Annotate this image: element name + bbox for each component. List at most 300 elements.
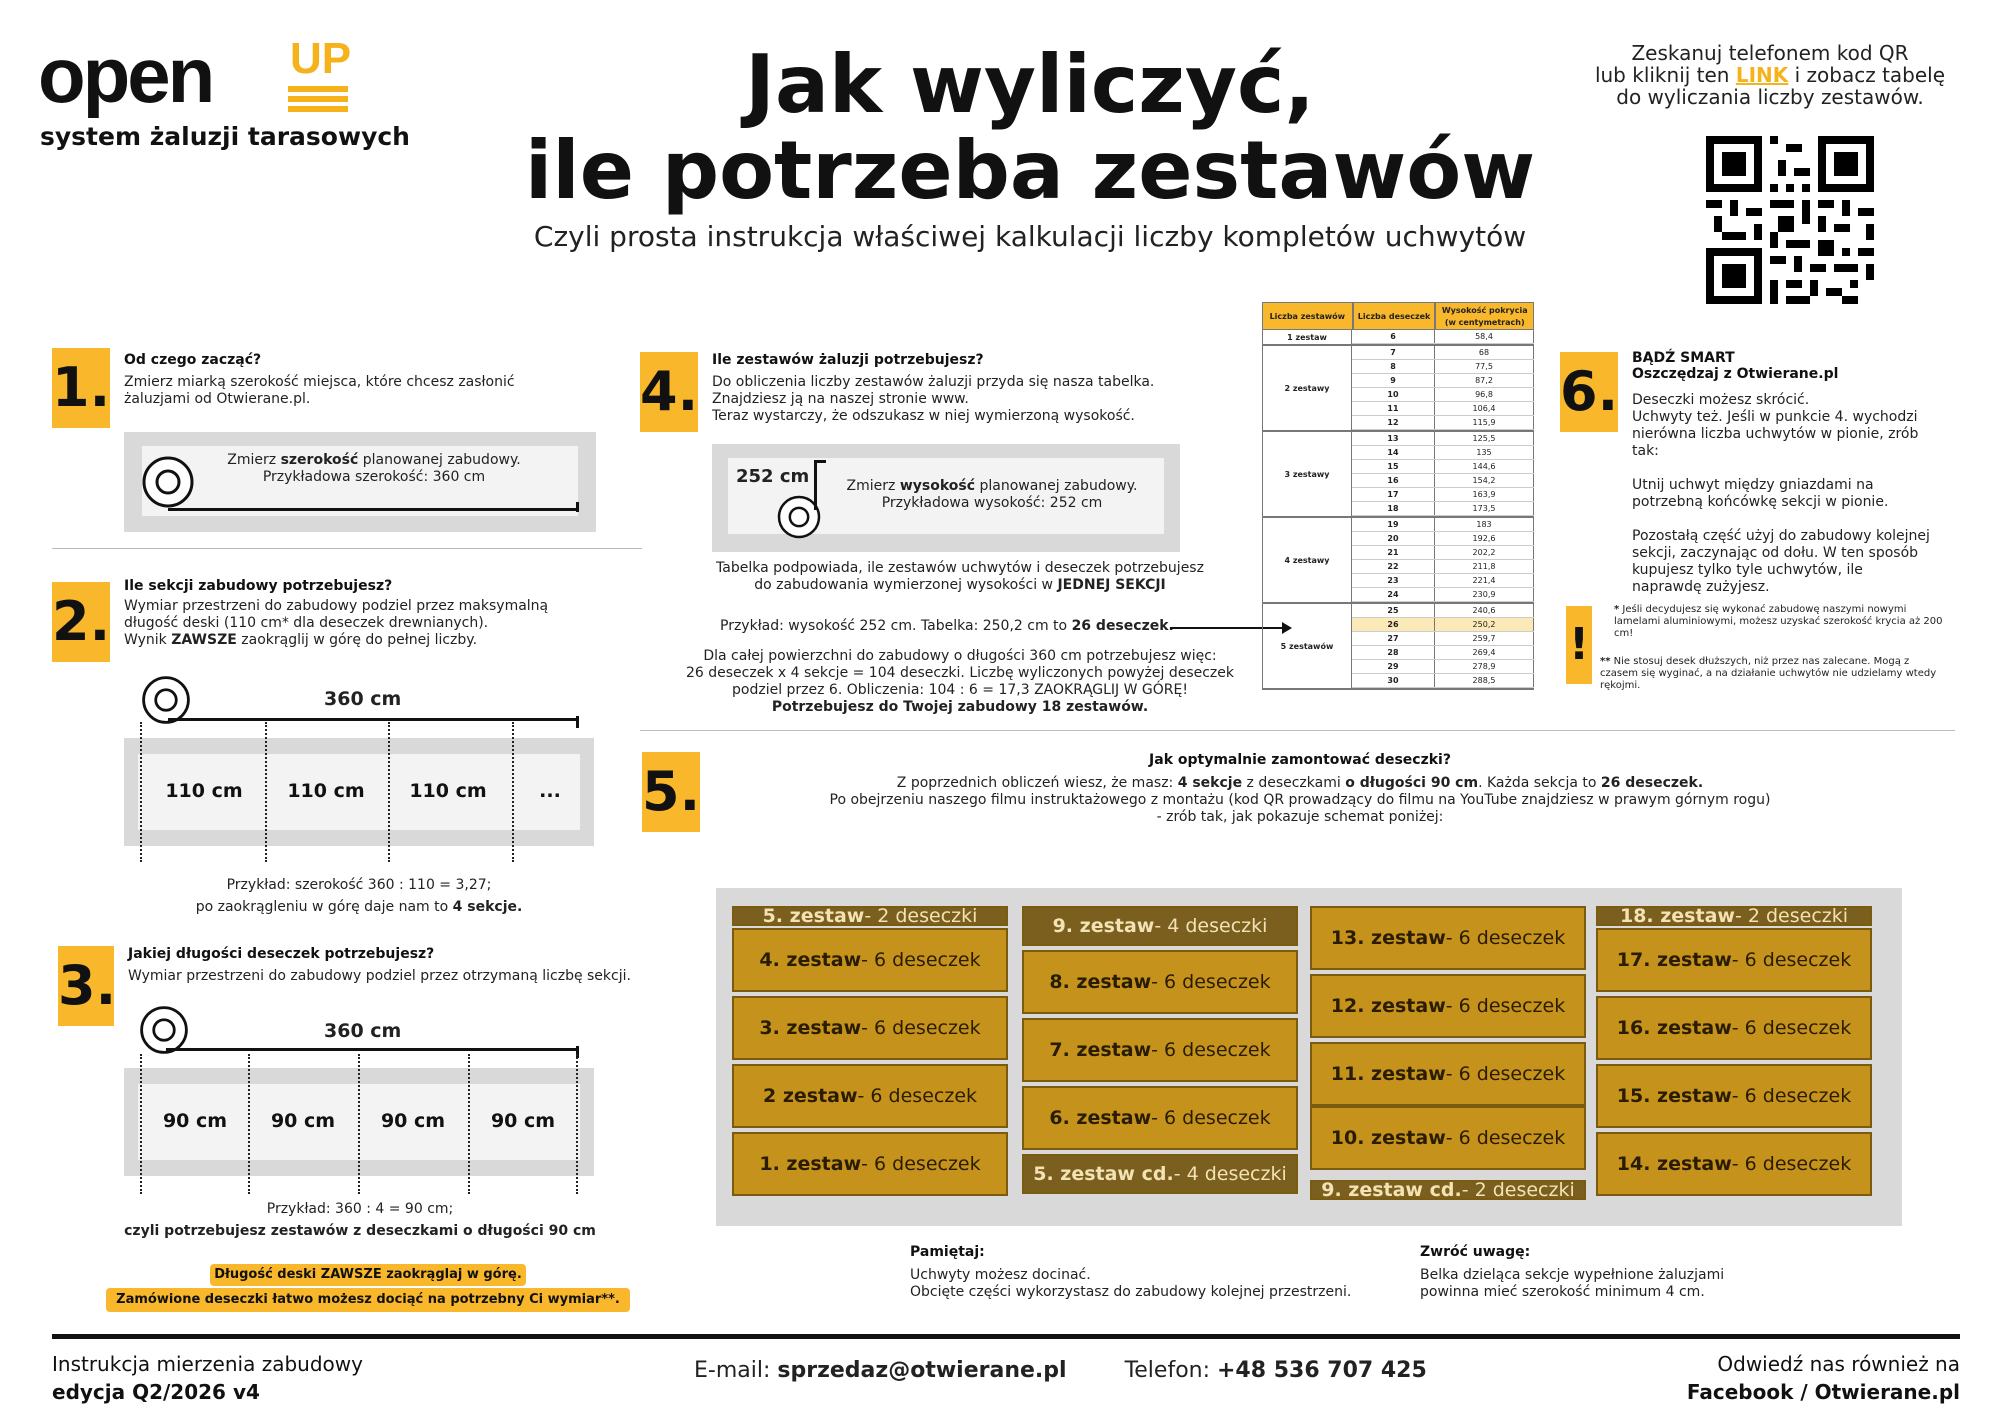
table-row <box>1352 532 1534 546</box>
height-box-bold: wysokość <box>899 478 976 494</box>
step-6-paragraph: Deseczki możesz skrócić. <box>1632 392 1810 408</box>
plank-set-label: 13. zestaw <box>1330 927 1446 949</box>
plank-set-label: 14. zestaw <box>1616 1153 1732 1175</box>
attention-line-1: Belka dzieląca sekcje wypełnione żaluzjami <box>1420 1267 1725 1283</box>
table-cell: 163,9 <box>1435 488 1534 501</box>
height-box-pre: Zmierz <box>846 478 900 494</box>
divider <box>640 730 1955 731</box>
attention-note <box>1420 1244 1840 1301</box>
plank-set-count: - 2 deseczki <box>864 905 978 927</box>
table-group-label: 3 zestawy <box>1262 432 1352 516</box>
table-cell: 183 <box>1435 518 1534 531</box>
table-cell: 16 <box>1352 474 1435 487</box>
table-row <box>1352 660 1534 674</box>
table-cell: 288,5 <box>1435 674 1534 687</box>
email-label: E-mail: <box>694 1358 778 1383</box>
table-header-cell: Liczba deseczek <box>1353 302 1436 330</box>
email-link[interactable]: sprzedaz@otwierane.pl <box>777 1358 1067 1383</box>
table-cell: 125,5 <box>1435 432 1534 445</box>
table-cell: 6 <box>1352 330 1435 343</box>
plank-set-label: 12. zestaw <box>1330 995 1446 1017</box>
step-2-number: 2. <box>52 582 110 662</box>
table-row <box>1352 346 1534 360</box>
step-4-example-bold: 26 deseczek. <box>1071 618 1174 634</box>
step-2-line-3-post: zaokrąglij w górę do pełnej liczby. <box>236 632 478 648</box>
table-cell: 154,2 <box>1435 474 1534 487</box>
segment-label: 90 cm <box>270 1110 336 1132</box>
plank-set <box>732 996 1008 1060</box>
plank-set-count: - 4 deseczki <box>1154 915 1268 937</box>
step-4-line-1: Do obliczenia liczby zestawów żaluzji przyda się nasza tabelka. <box>712 374 1155 390</box>
step-4-line-2: Znajdziesz ją na naszej stronie www. <box>712 391 969 407</box>
remember-title: Pamiętaj: <box>910 1244 985 1260</box>
step-5-title: Jak optymalnie zamontować deseczki? <box>1149 752 1451 768</box>
step-4-hint-2-bold: JEDNEJ SEKCJI <box>1057 577 1166 593</box>
plank-set <box>1022 1154 1298 1194</box>
plank-set-count: - 6 deseczek <box>1151 1107 1271 1129</box>
section-divider <box>265 722 267 862</box>
table-cell: 269,4 <box>1435 646 1534 659</box>
table-group-label: 2 zestawy <box>1262 346 1352 430</box>
remember-line-1: Uchwyty możesz docinać. <box>910 1267 1091 1283</box>
plank-set <box>732 928 1008 992</box>
table-group <box>1262 330 1534 346</box>
plank-set-label: 8. zestaw <box>1049 971 1152 993</box>
table-cell: 20 <box>1352 532 1435 545</box>
footnote-2 <box>1600 656 1946 692</box>
table-cell: 17 <box>1352 488 1435 501</box>
table-cell: 115,9 <box>1435 416 1534 429</box>
plank-set <box>1310 974 1586 1038</box>
table-row <box>1352 446 1534 460</box>
table-cell: 29 <box>1352 660 1435 673</box>
table-cell: 24 <box>1352 588 1435 601</box>
sets-table <box>1262 302 1534 690</box>
tape-line <box>168 508 578 511</box>
table-cell: 173,5 <box>1435 502 1534 515</box>
table-cell: 106,4 <box>1435 402 1534 415</box>
table-row <box>1352 502 1534 516</box>
plank-set-label: 11. zestaw <box>1330 1063 1446 1085</box>
plank-set <box>1022 950 1298 1014</box>
plank-set-label: 18. zestaw <box>1619 905 1735 927</box>
table-cell: 7 <box>1352 346 1435 359</box>
table-cell: 28 <box>1352 646 1435 659</box>
plank-set <box>1310 1106 1586 1170</box>
section-divider <box>512 722 514 862</box>
plank-set <box>1596 906 1872 926</box>
plank-set-count: - 6 deseczek <box>857 1085 978 1107</box>
plank-set-label: 10. zestaw <box>1330 1127 1446 1149</box>
table-group-label: 4 zestawy <box>1262 518 1352 602</box>
table-group <box>1262 432 1534 518</box>
table-row <box>1352 388 1534 402</box>
plank-set <box>1596 928 1872 992</box>
table-cell: 15 <box>1352 460 1435 473</box>
warning-badge: Zamówione deseczki łatwo możesz dociąć na potrzebny Ci wymiar**. <box>106 1288 630 1312</box>
step-6-title <box>1632 350 1838 382</box>
plank-set-count: - 2 deseczki <box>1734 905 1849 927</box>
table-row <box>1352 560 1534 574</box>
section-divider <box>468 1054 470 1194</box>
footer-edition: edycja Q2/2026 v4 <box>52 1380 260 1404</box>
plank-set-label: 16. zestaw <box>1616 1017 1732 1039</box>
step-4-number: 4. <box>640 352 698 432</box>
plank-set <box>1310 906 1586 970</box>
table-cell: 10 <box>1352 388 1435 401</box>
width-box-example: Przykładowa szerokość: 360 cm <box>262 469 486 485</box>
table-row <box>1352 402 1534 416</box>
table-group <box>1262 518 1534 604</box>
table-cell: 96,8 <box>1435 388 1534 401</box>
width-box-frame <box>124 432 596 532</box>
step-2-line-3 <box>124 632 584 649</box>
step-4-hint-2 <box>660 577 1260 594</box>
plank-set-count: - 2 deseczki <box>1461 1179 1575 1201</box>
table-row <box>1352 432 1534 446</box>
step-6-paragraph: Pozostałą część użyj do zabudowy kolejnej sekcji, zaczynając od dołu. W ten sposób kupujesz tylko tyle uchwytów, ile naprawdę zużyjesz. <box>1632 528 1930 595</box>
table-cell: 27 <box>1352 632 1435 645</box>
table-row <box>1352 546 1534 560</box>
plank-set-count: - 6 deseczek <box>1731 1153 1852 1175</box>
step-5-line-1-d: o długości 90 cm <box>1345 775 1479 791</box>
footer-left <box>52 1350 363 1406</box>
step-6-title-2: Oszczędzaj z Otwierane.pl <box>1632 366 1839 382</box>
phone-link[interactable]: +48 536 707 425 <box>1217 1358 1427 1383</box>
plank-set-count: - 6 deseczek <box>1731 949 1852 971</box>
step-3-example-2: czyli potrzebujesz zestawów z deseczkami o długości 90 cm <box>124 1223 596 1239</box>
plank-set-count: - 6 deseczek <box>861 1017 981 1039</box>
table-row <box>1352 360 1534 374</box>
plank-set-count: - 6 deseczek <box>1445 1127 1566 1149</box>
step-4-calc-4: Potrzebujesz do Twojej zabudowy 18 zestawów. <box>771 699 1149 715</box>
step-4-hint <box>660 560 1260 594</box>
section-divider <box>576 1054 578 1194</box>
plank-set-label: 17. zestaw <box>1616 949 1732 971</box>
plank-set <box>1310 1042 1586 1106</box>
footnote-1-text: Jeśli decydujesz się wykonać zabudowę naszymi nowymi lamelami aluminiowymi, możesz uzyskać szerokość krycia aż 200 cm! <box>1614 604 1943 639</box>
qr-link[interactable]: LINK <box>1735 63 1789 87</box>
table-cell: 230,9 <box>1435 588 1534 601</box>
step-5-line-1-e: . Każda sekcja to <box>1478 775 1601 791</box>
table-cell: 8 <box>1352 360 1435 373</box>
plank-set <box>1022 906 1298 946</box>
width-box-bold: szerokość <box>280 452 359 468</box>
plank-set <box>1596 1064 1872 1128</box>
section-divider <box>358 1054 360 1194</box>
footnote-2-text: Nie stosuj desek dłuższych, niż przez nas zalecane. Mogą z czasem się wyginać, a na działanie uchwytów nie udzielamy wtedy rękojmi. <box>1600 656 1937 691</box>
step-2-text <box>124 598 584 649</box>
height-box-frame <box>712 444 1180 552</box>
section-divider <box>140 1054 142 1194</box>
step-2-line-3-pre: Wynik <box>124 632 172 648</box>
table-group-label: 1 zestaw <box>1262 330 1352 344</box>
plank-set-count: - 6 deseczek <box>1445 995 1566 1017</box>
plank-set-label: 2 zestaw <box>762 1085 858 1107</box>
remember-line-2: Obcięte części wykorzystasz do zabudowy kolejnej przestrzeni. <box>910 1284 1352 1300</box>
plank-set-label: 4. zestaw <box>759 949 862 971</box>
step-6-paragraph: Utnij uchwyt między gniazdami na potrzebną końcówkę sekcji w pionie. <box>1632 477 1889 510</box>
plank-set-label: 5. zestaw cd. <box>1033 1163 1174 1185</box>
phone-label: Telefon: <box>1124 1358 1217 1383</box>
step-5-line-1-b: 4 sekcje <box>1177 775 1243 791</box>
plank-set-count: - 6 deseczek <box>861 949 981 971</box>
segment-label: 90 cm <box>490 1110 556 1132</box>
facebook-link[interactable]: Facebook / Otwierane.pl <box>1686 1380 1960 1404</box>
step-4-hint-2-pre: do zabudowania wymierzonej wysokości w <box>754 577 1058 593</box>
table-group-label: 5 zestawów <box>1262 604 1352 688</box>
tape-end <box>576 502 579 512</box>
table-cell: 240,6 <box>1435 604 1534 617</box>
step-3-example <box>100 1198 620 1242</box>
step-2-example-2-bold: 4 sekcje. <box>452 899 523 915</box>
table-cell: 23 <box>1352 574 1435 587</box>
segment-label: 110 cm <box>165 780 243 802</box>
table-cell: 58,4 <box>1435 330 1534 343</box>
plank-set-label: 7. zestaw <box>1049 1039 1152 1061</box>
step-4-calc-1: Dla całej powierzchni do zabudowy o długości 360 cm potrzebujesz więc: <box>703 648 1217 664</box>
table-cell: 259,7 <box>1435 632 1534 645</box>
step-6-paragraph: Uchwyty też. Jeśli w punkcie 4. wychodzi nierówna liczba uchwytów w pionie, zrób tak: <box>1632 409 1919 459</box>
logo-open-text: open <box>38 31 213 119</box>
warning-badge: Długość deski ZAWSZE zaokrąglaj w górę. <box>210 1264 526 1286</box>
title-line-2: ile potrzeba zestawów <box>524 124 1536 217</box>
step-4-hint-1: Tabelka podpowiada, ile zestawów uchwytów i deseczek potrzebujesz <box>716 560 1204 576</box>
height-label: 252 cm <box>736 466 810 487</box>
segment-label: 110 cm <box>409 780 487 802</box>
tape-end <box>576 716 579 728</box>
plank-set <box>732 1132 1008 1196</box>
plank-set-label: 6. zestaw <box>1049 1107 1152 1129</box>
table-row <box>1352 330 1534 344</box>
width-box-text <box>184 452 564 486</box>
footer-right <box>1560 1350 1960 1406</box>
plank-set <box>732 1064 1008 1128</box>
logo-bar <box>288 106 348 112</box>
logo-bar <box>288 96 348 102</box>
table-cell: 211,8 <box>1435 560 1534 573</box>
plank-set-label: 9. zestaw cd. <box>1321 1179 1462 1201</box>
plank-set-count: - 6 deseczek <box>1731 1017 1852 1039</box>
table-cell: 13 <box>1352 432 1435 445</box>
qr-line-2 <box>1580 64 1960 86</box>
tape-line <box>166 1048 578 1051</box>
step-3-number: 3. <box>58 946 114 1026</box>
table-row <box>1352 374 1534 388</box>
table-row <box>1352 574 1534 588</box>
table-cell: 9 <box>1352 374 1435 387</box>
step-4-calculation <box>660 648 1260 716</box>
table-header-cell: Wysokość pokrycia (w centymetrach) <box>1435 302 1534 330</box>
plank-set-count: - 6 deseczek <box>1445 1063 1566 1085</box>
table-row <box>1352 646 1534 660</box>
table-header-cell: Liczba zestawów <box>1262 302 1353 330</box>
table-body <box>1262 330 1534 690</box>
width-box-pre: Zmierz <box>227 452 281 468</box>
step-5-line-2: Po obejrzeniu naszego filmu instruktażowego z montażu (kod QR prowadzący do filmu na YouTube znajdziesz w prawym górnym rogu) <box>829 792 1771 808</box>
qr-instructions <box>1580 42 1960 108</box>
logo-subtitle: system żaluzji tarasowych <box>40 122 410 151</box>
table-row <box>1352 460 1534 474</box>
tape-line <box>168 718 578 721</box>
step-2-example-1: Przykład: szerokość 360 : 110 = 3,27; <box>226 877 492 893</box>
table-cell: 26 <box>1352 618 1435 631</box>
step-2-line-3-bold: ZAWSZE <box>171 632 237 648</box>
table-cell: 68 <box>1435 346 1534 359</box>
step-6-text <box>1632 392 1932 596</box>
table-cell: 278,9 <box>1435 660 1534 673</box>
table-group <box>1262 346 1534 432</box>
logo <box>38 30 410 151</box>
step-5-line-3: - zrób tak, jak pokazuje schemat poniżej: <box>1156 809 1444 825</box>
page-title <box>500 38 1560 217</box>
plank-set-label: 5. zestaw <box>762 905 865 927</box>
footnote-mark: ** <box>1600 656 1611 667</box>
height-box-post: planowanej zabudowy. <box>975 478 1138 494</box>
plank-set-count: - 4 deseczki <box>1173 1163 1287 1185</box>
section-divider <box>248 1054 250 1194</box>
step-1-title: Od czego zacząć? <box>124 352 262 368</box>
table-cell: 25 <box>1352 604 1435 617</box>
step-2-line-2: długość deski (110 cm* dla deseczek drewnianych). <box>124 615 489 631</box>
table-row <box>1352 618 1534 632</box>
step-6-title-1: BĄDŹ SMART <box>1632 350 1735 366</box>
plank-set <box>1596 1132 1872 1196</box>
step-3-title: Jakiej długości deseczek potrzebujesz? <box>128 946 435 962</box>
tape-line <box>814 460 817 510</box>
plank-set-count: - 6 deseczek <box>861 1153 981 1175</box>
title-line-1: Jak wyliczyć, <box>745 38 1315 131</box>
footer-title: Instrukcja mierzenia zabudowy <box>52 1352 363 1376</box>
table-cell: 12 <box>1352 416 1435 429</box>
table-group <box>1262 604 1534 690</box>
table-cell: 250,2 <box>1435 618 1534 631</box>
page-subtitle: Czyli prosta instrukcja właściwej kalkulacji liczby kompletów uchwytów <box>533 220 1527 253</box>
segment-label: 90 cm <box>380 1110 446 1132</box>
plank-set-label: 9. zestaw <box>1052 915 1155 937</box>
step-4-calc-2: 26 deseczek x 4 sekcje = 104 deseczki. Liczbę wyliczonych powyżej deseczek <box>685 665 1234 681</box>
table-cell: 135 <box>1435 446 1534 459</box>
qr-line-2-pre: lub kliknij ten <box>1594 63 1736 87</box>
segment-label: ... <box>539 780 561 802</box>
segment-label: 90 cm <box>162 1110 228 1132</box>
step-4-example-pre: Przykład: wysokość 252 cm. Tabelka: 250,2 cm to <box>720 618 1072 634</box>
exclamation-icon: ! <box>1566 606 1592 684</box>
table-row <box>1352 474 1534 488</box>
qr-line-3: do wyliczania liczby zestawów. <box>1616 85 1924 109</box>
step-5-header <box>720 752 1880 826</box>
tape-end <box>814 460 826 463</box>
plank-set-count: - 6 deseczek <box>1151 971 1271 993</box>
step-5-line-1 <box>720 775 1880 792</box>
step-2-example <box>124 874 594 918</box>
footer-social-text: Odwiedź nas również na <box>1717 1352 1960 1376</box>
step-5-number: 5. <box>642 752 700 832</box>
step-2-example-2 <box>124 896 594 918</box>
step-5-line-1-a: Z poprzednich obliczeń wiesz, że masz: <box>896 775 1178 791</box>
plank-set-count: - 6 deseczek <box>1731 1085 1852 1107</box>
footnote-mark: * <box>1614 604 1620 615</box>
table-cell: 18 <box>1352 502 1435 515</box>
divider <box>52 548 642 549</box>
step-4-calc-3: podziel przez 6. Obliczenia: 104 : 6 = 17,3 ZAOKRĄGLIJ W GÓRĘ! <box>732 682 1188 698</box>
qr-line-2-post: i zobacz tabelę <box>1788 63 1946 87</box>
logo-bar <box>288 86 348 92</box>
step-4-example <box>720 618 1180 635</box>
table-row <box>1352 588 1534 602</box>
step-2-line-1: Wymiar przestrzeni do zabudowy podziel przez maksymalną <box>124 598 549 614</box>
table-cell: 144,6 <box>1435 460 1534 473</box>
table-cell: 19 <box>1352 518 1435 531</box>
logo-up-text: UP <box>290 34 352 83</box>
table-cell: 22 <box>1352 560 1435 573</box>
step-1-text: Zmierz miarką szerokość miejsca, które chcesz zasłonić żaluzjami od Otwierane.pl. <box>124 374 515 407</box>
plank-set-label: 15. zestaw <box>1616 1085 1732 1107</box>
step-2-title: Ile sekcji zabudowy potrzebujesz? <box>124 578 393 594</box>
attention-line-2: powinna mieć szerokość minimum 4 cm. <box>1420 1284 1705 1300</box>
plank-set <box>732 906 1008 926</box>
table-row <box>1352 416 1534 430</box>
table-cell: 221,4 <box>1435 574 1534 587</box>
remember-note <box>910 1244 1380 1301</box>
step-5-line-1-f: 26 deseczek. <box>1600 775 1704 791</box>
width-box-post: planowanej zabudowy. <box>358 452 521 468</box>
table-cell: 87,2 <box>1435 374 1534 387</box>
table-row <box>1352 632 1534 646</box>
section-divider <box>388 722 390 862</box>
step-4-line-3: Teraz wystarczy, że odszukasz w niej wymierzoną wysokość. <box>712 408 1135 424</box>
plank-set-count: - 6 deseczek <box>1151 1039 1271 1061</box>
segment-label: 110 cm <box>287 780 365 802</box>
table-cell: 21 <box>1352 546 1435 559</box>
footer-contact <box>694 1358 1427 1383</box>
plank-set <box>1596 996 1872 1060</box>
height-box-example: Przykładowa wysokość: 252 cm <box>881 495 1103 511</box>
plank-set-label: 1. zestaw <box>759 1153 862 1175</box>
table-row <box>1352 674 1534 688</box>
qr-code-icon[interactable] <box>1706 136 1874 304</box>
step-4-title: Ile zestawów żaluzji potrzebujesz? <box>712 352 984 368</box>
table-cell: 14 <box>1352 446 1435 459</box>
step-5-line-1-c: z deseczkami <box>1242 775 1346 791</box>
step-3-text: Wymiar przestrzeni do zabudowy podziel przez otrzymaną liczbę sekcji. <box>128 968 631 984</box>
table-row <box>1352 604 1534 618</box>
plank-set <box>1022 1018 1298 1082</box>
table-row <box>1352 518 1534 532</box>
qr-line-1: Zeskanuj telefonem kod QR <box>1631 41 1909 65</box>
plank-set-label: 3. zestaw <box>759 1017 862 1039</box>
step-2-example-2-pre: po zaokrągleniu w górę daje nam to <box>195 899 453 915</box>
table-cell: 77,5 <box>1435 360 1534 373</box>
step-1-number: 1. <box>52 348 110 428</box>
section-divider <box>140 722 142 862</box>
table-cell: 192,6 <box>1435 532 1534 545</box>
footer-rule <box>52 1334 1960 1339</box>
table-header <box>1262 302 1534 330</box>
table-row <box>1352 488 1534 502</box>
step-6-number: 6. <box>1560 352 1618 432</box>
table-cell: 30 <box>1352 674 1435 687</box>
table-cell: 11 <box>1352 402 1435 415</box>
attention-title: Zwróć uwagę: <box>1420 1244 1531 1260</box>
width-label: 360 cm <box>324 1020 402 1042</box>
step-4-text <box>712 374 1192 425</box>
footnote-1 <box>1614 604 1944 640</box>
table-cell: 202,2 <box>1435 546 1534 559</box>
step-3-example-1: Przykład: 360 : 4 = 90 cm; <box>266 1201 454 1217</box>
plank-set-count: - 6 deseczek <box>1445 927 1566 949</box>
plank-set <box>1022 1086 1298 1150</box>
